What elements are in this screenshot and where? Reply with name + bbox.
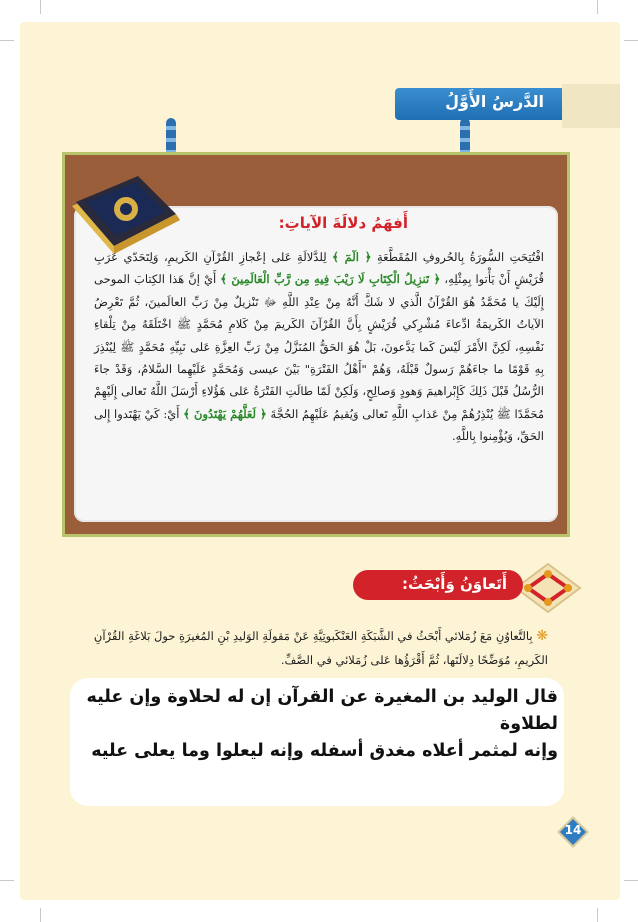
quran-quote: ﴿ الٓمٓ ﴾: [332, 250, 372, 264]
answer-line: وإنه لمثمر أعلاه مغدق أسفله وإنه ليعلوا وما يعلى عليه: [91, 741, 558, 761]
quran-quote: ﴿ تَنزِيلُ الْكِتَابِ لَا رَيْبَ فِيهِ مِن رَّبِّ الْعَالَمِينَ ﴾: [220, 272, 441, 287]
quran-quote: ﴿ لَعَلَّهُمْ يَهْتَدُونَ ﴾: [183, 406, 267, 421]
crop-mark: [624, 40, 638, 41]
crop-mark: [0, 880, 14, 881]
teamwork-icon: [512, 560, 584, 616]
crop-mark: [0, 40, 14, 41]
paragraph-text: افْتُتِحَتِ السُّورَةُ بِالحُروفِ المُقَطَّعَةِ: [371, 250, 544, 264]
banner-ornament: [562, 84, 620, 128]
crop-mark: [597, 0, 598, 14]
research-task: [68, 624, 548, 672]
cooperate-label: أَتَعاوَنُ وَأَبْحَثُ:: [401, 575, 507, 593]
cooperate-research-heading: [353, 570, 523, 600]
task-text: بِالتَّعاوُنِ مَعَ زُمَلائي أَبْحَثُ في الشَّبَكَةِ العَنْكَبوتِيَّةِ عَنْ مَقولَةِ الوَليدِ بْنِ المُغيرَةِ حولَ بَلاغَةِ القُرْآنِ الكَريمِ، مُوَضِّحًا دِلالَتَها، ثُمَّ أَقْرَؤُها عَلى زُمَلائي في الصَّفِّ.: [93, 629, 548, 667]
answer-text[interactable]: [80, 684, 558, 765]
lesson-banner: [395, 88, 562, 120]
paragraph-text: أَيْ: كَيْ يَهْتَدوا إِلى الحَقِّ، وَيُؤْمِنوا بِاللَّهِ.: [94, 406, 544, 444]
lesson-paragraph: [94, 246, 544, 448]
crop-mark: [624, 880, 638, 881]
crop-mark: [40, 0, 41, 14]
page-number: 14: [564, 823, 582, 837]
star-bullet-icon: ❋: [536, 628, 548, 644]
section-heading: أَفهَمُ دلالَةَ الآياتِ:: [278, 214, 408, 232]
crop-mark: [597, 908, 598, 922]
lesson-title: الدَّرسُ الأَوَّلُ: [445, 92, 544, 111]
answer-line: قال الوليد بن المغيرة عن القرآن إن له لحلاوة وإن عليه لطلاوة: [86, 687, 558, 734]
paragraph-text: أَيْ إنَّ هَذا الكِتابَ الموحى إِلَيْكَ يا مُحَمَّدُ هُوَ القُرْآنُ الَّذي لا شَكَّ أَنَّهُ مِنْ عِنْدِ اللَّهِ ﷻ تَنْزيلٌ مِنْ رَبِّ العالَمينَ، ثُمَّ تَعْرِضُ الآياتُ الكَريمَةُ ادِّعاءَ مُشْرِكي قُرَيْشٍ بِأَنَّ القُرْآنَ الكَريمَ مِنْ كَلامِ مُحَمَّدٍ ﷺ اخْتَلَقَهُ مِنْ تِلْقاءِ نَفْسِهِ، لَكِنَّ الأَمْرَ لَيْسَ كَما يَدَّعونَ، بَلْ هُوَ الحَقُّ المُنَزَّلُ مِنْ رَبِّ العِزَّةِ عَلى نَبِيِّهِ مُحَمَّدٍ ﷺ لِيُنْذِرَ بِهِ قَوْمًا ما جاءَهُمْ رَسولٌ قَبْلَهُ، وَهُمْ "أَهْلُ الفَتْرَةِ" بَيْنَ عيسى وَمُحَمَّدٍ عَلَيْهِما السَّلامُ، وَقَدْ جاءَ الرُّسُلُ قَبْلَ ذَلِكَ كَإِبْراهيمَ وَهودٍ وَصالِحٍ، وَلَكِنْ لَمّا طالَتِ الفَتْرَةُ عَلى هَؤُلاءِ أَرْسَلَ اللَّهُ تَعالى إِلَيْهِمْ مُحَمَّدًا ﷺ يُنْذِرُهُمْ مِنْ عَذابِ اللَّهِ تَعالى وَيُقيمُ عَلَيْهِمُ الحُجَّةَ: [94, 272, 544, 421]
crop-mark: [40, 908, 41, 922]
paragraph-text: لِلدَّلالَةِ عَلى إعْجازِ القُرْآنِ الكَريمِ، وَلِتَحَدّي عَرَبِ قُرَيْشٍ أَنْ يَأْتوا بِمِثْلِهِ،: [94, 250, 544, 287]
